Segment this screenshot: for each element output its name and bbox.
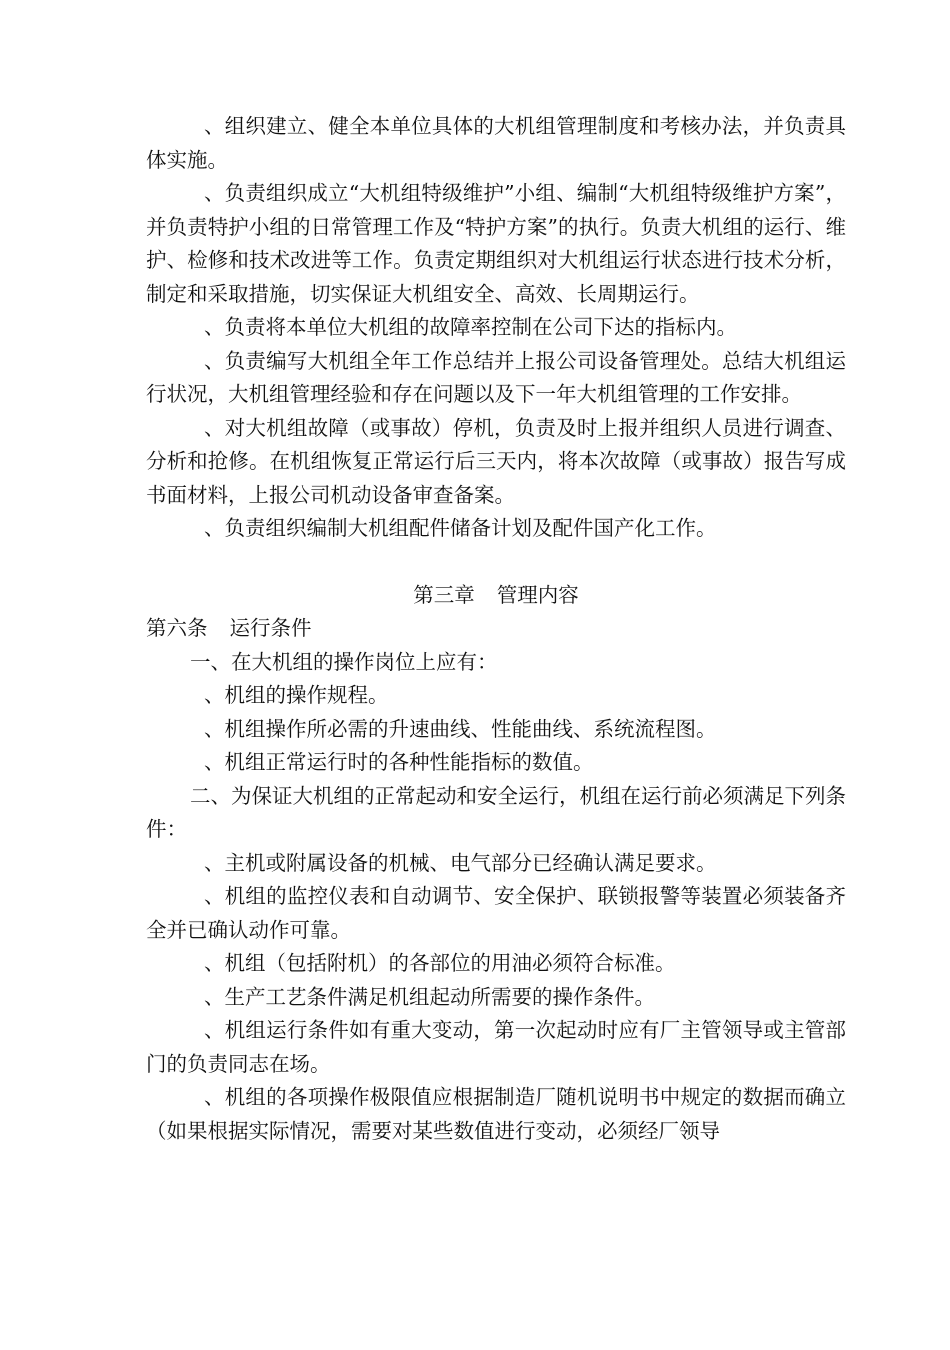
chapter-heading xyxy=(146,579,846,613)
part-heading: 二、为保证大机组的正常起动和安全运行，机组在运行前必须满足下列条件： xyxy=(146,783,846,841)
duty-item: 、负责将本单位大机组的故障率控制在公司下达的指标内。 xyxy=(204,315,737,339)
duty-item: 、对大机组故障（或事故）停机，负责及时上报并组织人员进行调查、分析和抢修。在机组恢复正常运行后三天内，将本次故障（或事故）报告写成书面材料，上报公司机动设备审查备案。 xyxy=(146,415,846,507)
condition-item: 、主机或附属设备的机械、电气部分已经确认满足要求。 xyxy=(204,850,717,875)
document-page xyxy=(146,110,846,1148)
condition-item: 、生产工艺条件满足机组起动所需要的操作条件。 xyxy=(204,984,655,1009)
article-title: 运行条件 xyxy=(229,616,312,640)
part-heading: 一、在大机组的操作岗位上应有： xyxy=(190,649,498,674)
duty-item: 、负责组织编制大机组配件储备计划及配件国产化工作。 xyxy=(204,516,717,540)
condition-item: 、机组的监控仪表和自动调节、安全保护、联锁报警等装置必须装备齐全并已确认动作可靠。 xyxy=(146,884,846,942)
duty-item: 、组织建立、健全本单位具体的大机组管理制度和考核办法，并负责具体实施。 xyxy=(146,114,846,172)
condition-item: 、机组正常运行时的各种性能指标的数值。 xyxy=(204,750,594,774)
condition-item: 、机组操作所必需的升速曲线、性能曲线、系统流程图。 xyxy=(204,716,717,741)
article-number: 第六条 xyxy=(146,616,208,640)
article-heading xyxy=(146,612,846,646)
duty-item: 、负责编写大机组全年工作总结并上报公司设备管理处。总结大机组运行状况，大机组管理经验和存在问题以及下一年大机组管理的工作安排。 xyxy=(146,348,846,406)
condition-item: 、机组（包括附机）的各部位的用油必须符合标准。 xyxy=(204,951,676,975)
chapter-title: 管理内容 xyxy=(496,582,579,607)
duty-item: 、负责组织成立“大机组特级维护”小组、编制“大机组特级维护方案”，并负责特护小组的日常管理工作及“特护方案”的执行。负责大机组的运行、维护、检修和技术改进等工作。负责定期组织对大机组运行状态进行技术分析，制定和采取措施，切实保证大机组安全、高效、长周期运行。 xyxy=(146,181,846,306)
condition-item: 、机组的操作规程。 xyxy=(204,683,389,707)
chapter-number: 第三章 xyxy=(413,582,475,607)
condition-item: 、机组运行条件如有重大变动，第一次起动时应有厂主管领导或主管部门的负责同志在场。 xyxy=(146,1018,846,1076)
condition-item: 、机组的各项操作极限值应根据制造厂随机说明书中规定的数据而确立（如果根据实际情况，需要对某些数值进行变动，必须经厂领导 xyxy=(146,1085,846,1143)
